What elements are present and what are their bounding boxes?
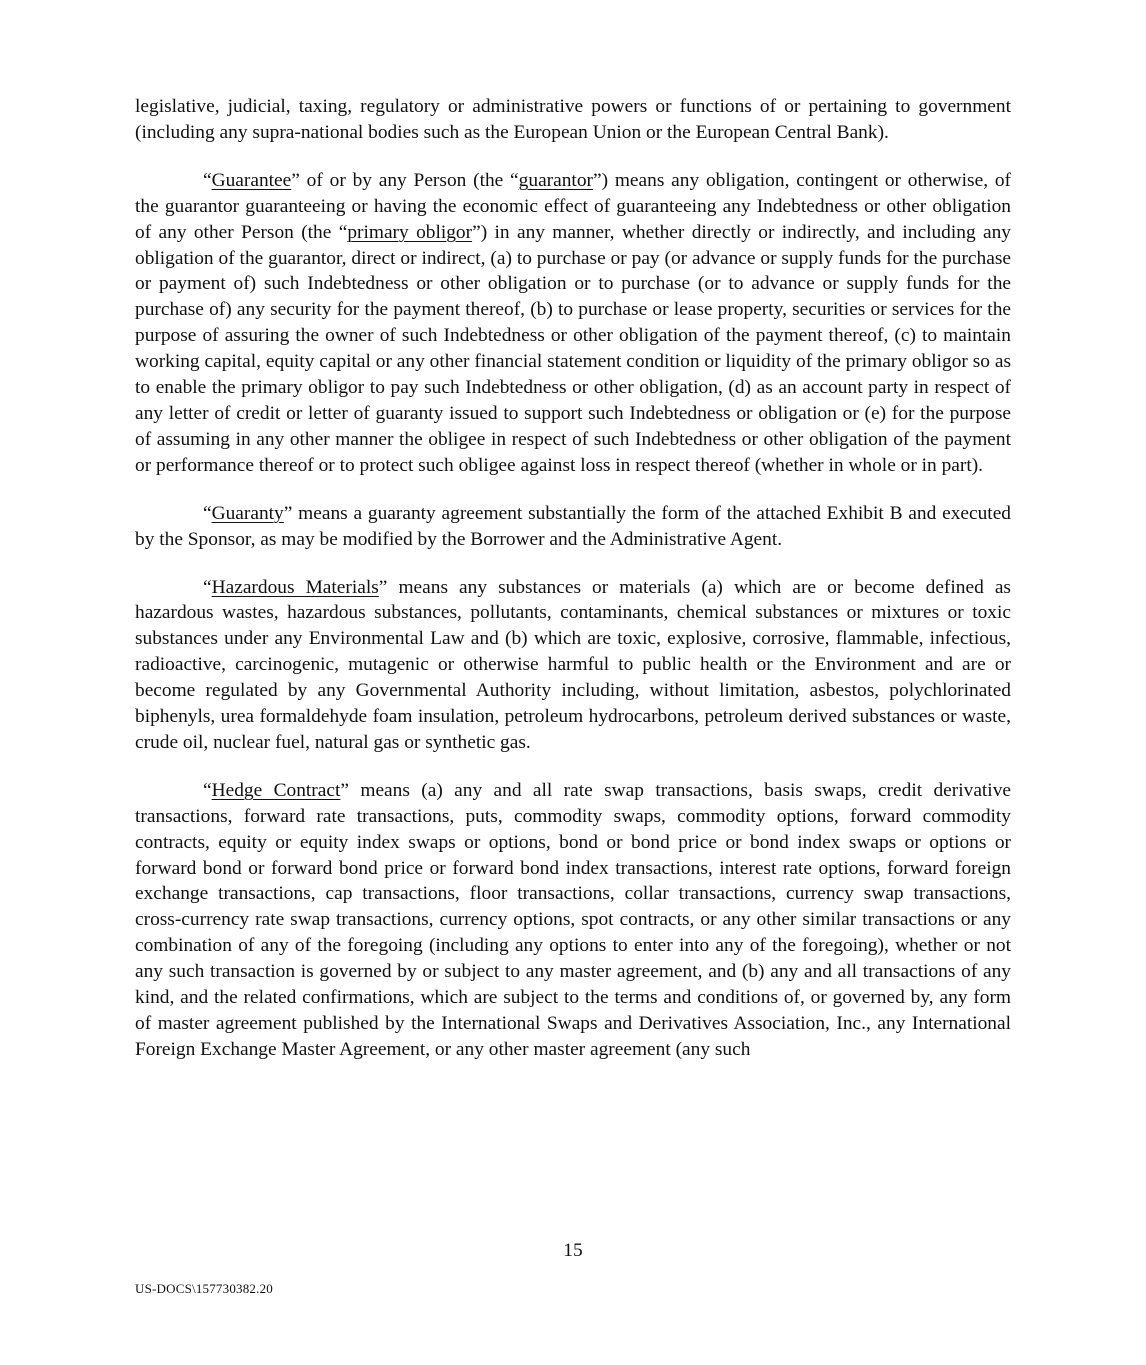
page-number: 15 bbox=[563, 1240, 583, 1261]
defined-term-guarantee: Guarantee bbox=[211, 169, 292, 191]
open-quote: “ bbox=[203, 169, 212, 191]
definition-text: ”) in any manner, whether directly or indirectly, and including any obligation of the guarantor, direct or indirect, (a) to purchase or pay (or advance or supply funds for the purchase or payment of) such Indebtedness or other obligation or to purchase (or to advance or supply funds for the purchase of) any security for the payment thereof, (b) to purchase or lease property, securities or services for the purpose of assuring the owner of such Indebtedness or other obligation of the payment thereof, (c) to maintain working capital, equity capital or any other financial statement condition or liquidity of the primary obligor so as to enable the primary obligor to pay such Indebtedness or other obligation, (d) as an account party in respect of any letter of credit or letter of guaranty issued to support such Indebtedness or obligation or (e) for the purpose of assuming in any other manner the obligee in respect of such Indebtedness or other obligation of the payment or performance thereof or to protect such obligee against loss in respect thereof (whether in whole or in part). bbox=[135, 221, 1011, 476]
definition-text: ”) means any obligation, contingent or otherwise, of the guarantor guaranteeing or having the economic effect of guaranteeing any Indebtedness or other obligation of any other Person (the “ bbox=[135, 169, 1011, 243]
defined-term-guaranty: Guaranty bbox=[211, 502, 284, 524]
document-body bbox=[135, 94, 1011, 1085]
paragraph-government-continuation bbox=[135, 94, 1011, 146]
defined-term-guarantor: guarantor bbox=[518, 169, 593, 191]
definition-hazardous-materials bbox=[135, 575, 1011, 756]
document-id-footer: US-DOCS\157730382.20 bbox=[135, 1281, 273, 1296]
open-quote: “ bbox=[203, 502, 212, 524]
open-quote: “ bbox=[203, 779, 212, 801]
definition-text: ” means a guaranty agreement substantially the form of the attached Exhibit B and executed by the Sponsor, as may be modified by the Borrower and the Administrative Agent. bbox=[135, 502, 1011, 550]
definition-text: ” means (a) any and all rate swap transactions, basis swaps, credit derivative transactions, forward rate transactions, puts, commodity swaps, commodity options, forward commodity contracts, equity or equity index swaps or options, bond or bond price or bond index swaps or options or forward bond or forward bond price or forward bond index transactions, interest rate options, forward foreign exchange transactions, cap transactions, floor transactions, collar transactions, currency swap transactions, cross-currency rate swap transactions, currency options, spot contracts, or any other similar transactions or any combination of any of the foregoing (including any options to enter into any of the foregoing), whether or not any such transaction is governed by or subject to any master agreement, and (b) any and all transactions of any kind, and the related confirmations, which are subject to the terms and conditions of, or governed by, any form of master agreement published by the International Swaps and Derivatives Association, Inc., any International Foreign Exchange Master Agreement, or any other master agreement (any such bbox=[135, 779, 1011, 1060]
definition-hedge-contract bbox=[135, 778, 1011, 1063]
defined-term-hedge-contract: Hedge Contract bbox=[211, 779, 341, 801]
defined-term-primary-obligor: primary obligor bbox=[347, 221, 473, 243]
definition-guaranty bbox=[135, 501, 1011, 553]
definition-text: ” means any substances or materials (a) which are or become defined as hazardous wastes, hazardous substances, pollutants, contaminants, chemical substances or mixtures or toxic substances under any Environmental Law and (b) which are toxic, explosive, corrosive, flammable, infectious, radioactive, carcinogenic, mutagenic or otherwise harmful to public health or the Environment and are or become regulated by any Governmental Authority including, without limitation, asbestos, polychlorinated biphenyls, urea formaldehyde foam insulation, petroleum hydrocarbons, petroleum derived substances or waste, crude oil, nuclear fuel, natural gas or synthetic gas. bbox=[135, 576, 1011, 753]
defined-term-hazardous-materials: Hazardous Materials bbox=[211, 576, 379, 598]
open-quote: “ bbox=[203, 576, 212, 598]
definition-text: ” of or by any Person (the “ bbox=[291, 169, 519, 191]
definition-guarantee bbox=[135, 168, 1011, 479]
paragraph-text: legislative, judicial, taxing, regulatory or administrative powers or functions of or pertaining to government (including any supra-national bodies such as the European Union or the European Central Bank). bbox=[135, 96, 1011, 143]
